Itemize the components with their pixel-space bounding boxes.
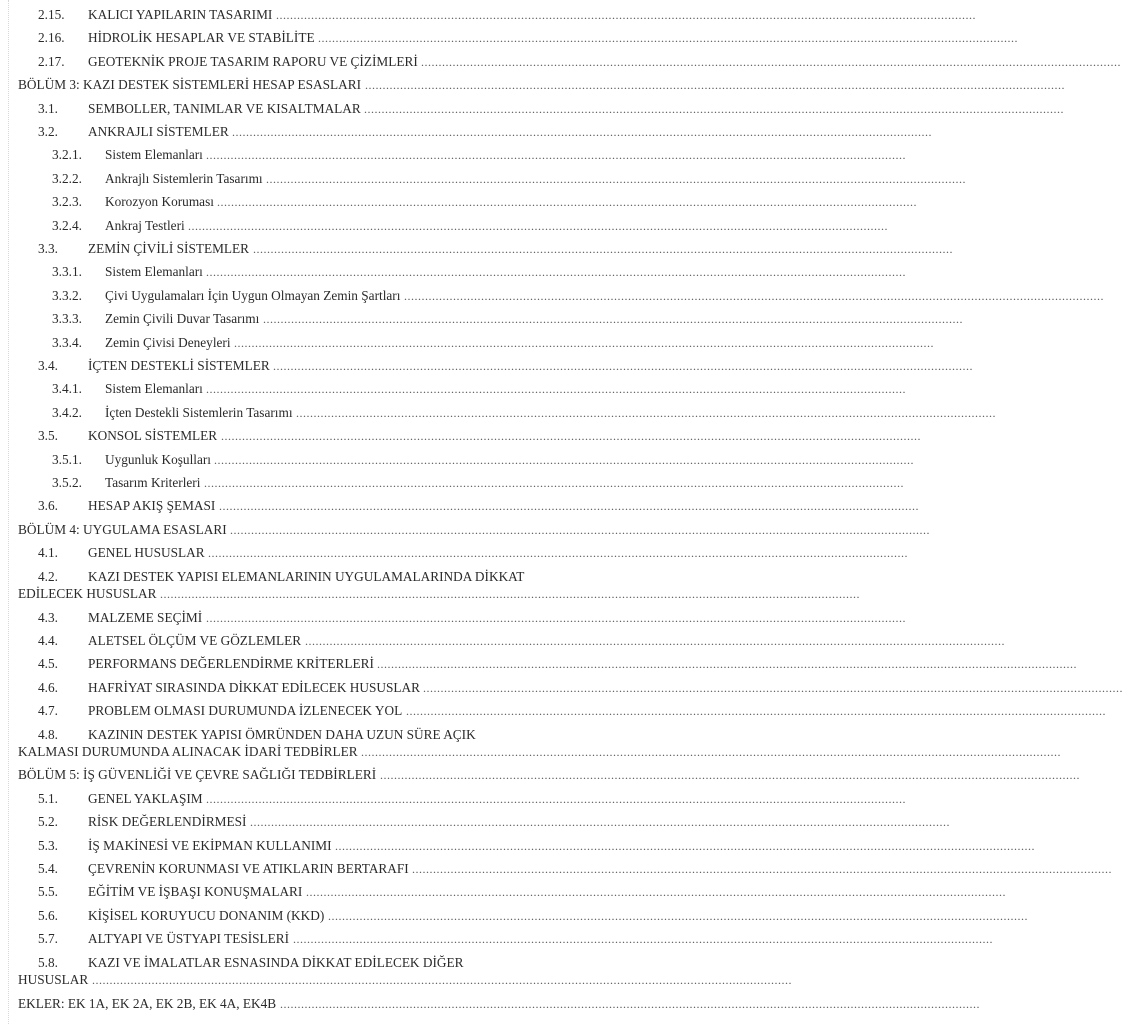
toc-entry-title: İçten Destekli Sistemlerin Tasarımı xyxy=(105,404,293,420)
toc-entry-number: 3.5.2. xyxy=(52,475,82,490)
toc-entry[interactable] xyxy=(0,145,906,165)
toc-entry-number: 3.5.1. xyxy=(52,451,82,467)
toc-entry-number: 5.7. xyxy=(38,931,58,947)
toc-chapter[interactable] xyxy=(0,994,980,1014)
dot-leader: ........................................................................................................................................................................................................ xyxy=(412,862,1112,876)
toc-entry-number: 4.7. xyxy=(38,703,58,719)
toc-chapter-title: BÖLÜM 3: KAZI DESTEK SİSTEMLERİ HESAP ESASLARI xyxy=(18,77,362,93)
toc-entry-number: 4.5. xyxy=(38,656,58,672)
toc-entry-number: 3.1. xyxy=(38,100,58,116)
toc-entry[interactable] xyxy=(0,882,1006,902)
toc-entry-number: 5.3. xyxy=(38,837,58,853)
toc-entry-number: 2.16. xyxy=(38,30,65,46)
dot-leader: ........................................................................................................................................................................................................ xyxy=(230,522,930,537)
toc-entry-title: İŞ MAKİNESİ VE EKİPMAN KULLANIMI xyxy=(88,837,332,853)
toc-chapter[interactable] xyxy=(0,520,930,540)
toc-entry-number: 4.6. xyxy=(38,679,58,695)
toc-entry-title: ÇEVRENİN KORUNMASI VE ATIKLARIN BERTARAFI xyxy=(88,861,409,876)
toc-entry-number: 3.3. xyxy=(38,241,58,256)
toc-entry[interactable] xyxy=(0,426,921,446)
toc-entry-title: Tasarım Kriterleri xyxy=(105,475,201,490)
toc-entry-number: 5.6. xyxy=(38,907,58,923)
toc-entry-continuation[interactable] xyxy=(0,742,1061,762)
toc-entry[interactable] xyxy=(0,333,934,353)
toc-entry-number: 2.15. xyxy=(38,7,65,22)
dot-leader: ........................................................................................................................................................................................................ xyxy=(293,932,993,947)
toc-entry-number: 5.1. xyxy=(38,790,58,806)
dot-leader: ........................................................................................................................................................................................................ xyxy=(217,195,917,210)
dot-leader: ........................................................................................................................................................................................................ xyxy=(273,359,973,373)
toc-entry-title: HİDROLİK HESAPLAR VE STABİLİTE xyxy=(88,30,315,46)
toc-entry-number: 3.3.3. xyxy=(52,311,82,327)
toc-entry[interactable] xyxy=(0,678,1123,698)
dot-leader: ........................................................................................................................................................................................................ xyxy=(318,31,1018,46)
toc-entry[interactable] xyxy=(0,286,1104,306)
toc-entry-number: 4.2. xyxy=(38,568,58,584)
toc-chapter-title: BÖLÜM 4: UYGULAMA ESASLARI xyxy=(18,521,227,537)
toc-entry[interactable] xyxy=(0,836,1035,856)
dot-leader: ........................................................................................................................................................................................................ xyxy=(404,288,1104,303)
toc-chapter-title: BÖLÜM 5: İŞ GÜVENLİĞİ VE ÇEVRE SAĞLIĞI TEDBİRLERİ xyxy=(18,767,377,783)
toc-entry-title: MALZEME SEÇİMİ xyxy=(88,609,203,625)
dot-leader: ........................................................................................................................................................................................................ xyxy=(377,657,1077,672)
dot-leader: ........................................................................................................................................................................................................ xyxy=(280,996,980,1011)
toc-entry-title: Zemin Çivisi Deneyleri xyxy=(105,334,231,350)
toc-entry-number: 4.4. xyxy=(38,632,58,648)
toc-entry-title: GENEL HUSUSLAR xyxy=(88,545,205,561)
toc-entry[interactable] xyxy=(0,473,904,493)
toc-entry-title-continued: EDİLECEK HUSUSLAR xyxy=(18,586,157,602)
toc-entry-title: HAFRİYAT SIRASINDA DİKKAT EDİLECEK HUSUSLAR xyxy=(88,679,420,695)
dot-leader: ........................................................................................................................................................................................................ xyxy=(221,429,921,444)
toc-entry[interactable] xyxy=(0,28,1018,48)
toc-entry-number: 5.8. xyxy=(38,954,58,970)
toc-entry-number: 3.2.3. xyxy=(52,194,82,210)
toc-entry-number: 3.6. xyxy=(38,498,58,514)
toc-entry-number: 3.5. xyxy=(38,428,58,444)
dot-leader: ........................................................................................................................................................................................................ xyxy=(206,791,906,806)
dot-leader: ........................................................................................................................................................................................................ xyxy=(250,815,950,830)
toc-entry-title: PROBLEM OLMASI DURUMUNDA İZLENECEK YOL xyxy=(88,703,403,719)
dot-leader: ........................................................................................................................................................................................................ xyxy=(406,704,1106,719)
toc-entry-title: KAZI VE İMALATLAR ESNASINDA DİKKAT EDİLECEK DİĞER xyxy=(88,954,464,970)
toc-entry-number: 3.2.2. xyxy=(52,170,82,186)
toc-entry-number: 5.4. xyxy=(38,861,58,876)
toc-entry[interactable] xyxy=(0,239,953,259)
toc-entry-number: 4.8. xyxy=(38,726,58,742)
dot-leader: ........................................................................................................................................................................................................ xyxy=(208,546,908,561)
toc-entry-title: ALTYAPI VE ÜSTYAPI TESİSLERİ xyxy=(88,931,290,947)
toc-entry-title: Sistem Elemanları xyxy=(105,264,203,280)
toc-entry-title-continued: KALMASI DURUMUNDA ALINACAK İDARİ TEDBİRLER xyxy=(18,744,358,759)
toc-entry-title: Uygunluk Koşulları xyxy=(105,451,211,467)
toc-entry[interactable] xyxy=(0,789,906,809)
dot-leader: ........................................................................................................................................................................................................ xyxy=(232,125,932,139)
dot-leader: ........................................................................................................................................................................................................ xyxy=(160,587,860,602)
toc-entry-number: 3.3.1. xyxy=(52,264,82,280)
toc-entry-title: Zemin Çivili Duvar Tasarımı xyxy=(105,311,260,327)
toc-chapter-title: EKLER: EK 1A, EK 2A, EK 2B, EK 4A, EK4B xyxy=(18,995,277,1011)
toc-entry-title: RİSK DEĞERLENDİRMESİ xyxy=(88,814,247,830)
toc-entry[interactable] xyxy=(0,450,914,470)
toc-entry[interactable] xyxy=(0,496,919,516)
toc-entry-title: KONSOL SİSTEMLER xyxy=(88,428,218,444)
toc-entry-continuation[interactable] xyxy=(0,970,792,990)
toc-entry[interactable] xyxy=(0,309,963,329)
toc-entry-title-continued: HUSUSLAR xyxy=(18,972,89,988)
toc-entry[interactable] xyxy=(0,608,906,628)
dot-leader: ........................................................................................................................................................................................................ xyxy=(206,148,906,163)
toc-entry[interactable] xyxy=(0,654,1077,674)
toc-entry-number: 3.2.1. xyxy=(52,147,82,163)
toc-entry-number: 3.2.4. xyxy=(52,217,82,233)
toc-entry[interactable] xyxy=(0,99,1064,119)
dot-leader: ........................................................................................................................................................................................................ xyxy=(263,312,963,327)
dot-leader: ........................................................................................................................................................................................................ xyxy=(206,265,906,280)
toc-entry-number: 5.2. xyxy=(38,814,58,830)
toc-entry-title: İÇTEN DESTEKLİ SİSTEMLER xyxy=(88,358,270,373)
toc-entry-title: Korozyon Koruması xyxy=(105,194,214,210)
toc-entry-title: ALETSEL ÖLÇÜM VE GÖZLEMLER xyxy=(88,632,302,648)
toc-entry-number: 3.3.4. xyxy=(52,334,82,350)
toc-entry-title: ANKRAJLI SİSTEMLER xyxy=(88,124,229,139)
toc-entry-number: 3.3.2. xyxy=(52,287,82,303)
toc-entry-title: KİŞİSEL KORUYUCU DONANIM (KKD) xyxy=(88,907,325,923)
dot-leader: ........................................................................................................................................................................................................ xyxy=(306,885,1006,900)
dot-leader: ........................................................................................................................................................................................................ xyxy=(92,973,792,988)
toc-entry-title: Ankraj Testleri xyxy=(105,217,185,233)
dot-leader: ........................................................................................................................................................................................................ xyxy=(204,476,904,490)
toc-entry-title: Sistem Elemanları xyxy=(105,147,203,163)
toc-entry[interactable] xyxy=(0,356,973,376)
toc-entry[interactable] xyxy=(0,192,917,212)
dot-leader: ........................................................................................................................................................................................................ xyxy=(214,452,914,467)
toc-entry-number: 3.4. xyxy=(38,358,58,373)
toc-entry-title: GENEL YAKLAŞIM xyxy=(88,790,203,806)
toc-entry[interactable] xyxy=(0,5,976,25)
dot-leader: ........................................................................................................................................................................................................ xyxy=(206,610,906,625)
dot-leader: ........................................................................................................................................................................................................ xyxy=(296,405,996,420)
toc-entry[interactable] xyxy=(0,859,1112,879)
toc-entry-title: HESAP AKIŞ ŞEMASI xyxy=(88,498,216,514)
toc-entry-title: KAZI DESTEK YAPISI ELEMANLARININ UYGULAMALARINDA DİKKAT xyxy=(88,568,525,584)
toc-entry[interactable] xyxy=(0,929,993,949)
dot-leader: ........................................................................................................................................................................................................ xyxy=(276,8,976,22)
toc-entry[interactable] xyxy=(0,631,1005,651)
dot-leader: ........................................................................................................................................................................................................ xyxy=(361,745,1061,759)
toc-entry[interactable] xyxy=(0,169,966,189)
toc-entry-title: ZEMİN ÇİVİLİ SİSTEMLER xyxy=(88,241,250,256)
dot-leader: ........................................................................................................................................................................................................ xyxy=(219,499,919,514)
toc-entry-title: Ankrajlı Sistemlerin Tasarımı xyxy=(105,170,263,186)
dot-leader: ........................................................................................................................................................................................................ xyxy=(364,101,1064,116)
toc-entry[interactable] xyxy=(0,122,932,142)
toc-entry[interactable] xyxy=(0,906,1028,926)
toc-chapter[interactable] xyxy=(0,765,1080,785)
toc-entry-title: KALICI YAPILARIN TASARIMI xyxy=(88,7,273,22)
dot-leader: ........................................................................................................................................................................................................ xyxy=(421,54,1121,69)
toc-entry-number: 3.2. xyxy=(38,124,58,139)
dot-leader: ........................................................................................................................................................................................................ xyxy=(266,171,966,186)
toc-entry-title: PERFORMANS DEĞERLENDİRME KRİTERLERİ xyxy=(88,656,374,672)
dot-leader: ........................................................................................................................................................................................................ xyxy=(188,218,888,233)
dot-leader: ........................................................................................................................................................................................................ xyxy=(380,768,1080,783)
dot-leader: ........................................................................................................................................................................................................ xyxy=(305,633,1005,648)
dot-leader: ........................................................................................................................................................................................................ xyxy=(253,242,953,256)
dot-leader: ........................................................................................................................................................................................................ xyxy=(365,78,1065,93)
toc-entry[interactable] xyxy=(0,379,906,399)
toc-entry-title: SEMBOLLER, TANIMLAR VE KISALTMALAR xyxy=(88,100,361,116)
toc-entry-number: 4.3. xyxy=(38,609,58,625)
toc-entry[interactable] xyxy=(0,262,906,282)
toc-entry-number: 3.4.1. xyxy=(52,381,82,397)
toc-entry[interactable] xyxy=(0,812,950,832)
toc-entry[interactable] xyxy=(0,216,888,236)
toc-entry-number: 5.5. xyxy=(38,884,58,900)
toc-entry-title: EĞİTİM VE İŞBAŞI KONUŞMALARI xyxy=(88,884,303,900)
toc-entry-number: 2.17. xyxy=(38,53,65,69)
toc-entry-title: Çivi Uygulamaları İçin Uygun Olmayan Zemin Şartları xyxy=(105,287,401,303)
toc-entry-title: Sistem Elemanları xyxy=(105,381,203,397)
toc-entry[interactable] xyxy=(0,52,1121,72)
toc-entry-title: KAZININ DESTEK YAPISI ÖMRÜNDEN DAHA UZUN SÜRE AÇIK xyxy=(88,726,476,742)
toc-chapter[interactable] xyxy=(0,75,1065,95)
dot-leader: ........................................................................................................................................................................................................ xyxy=(206,382,906,397)
toc-entry-continuation[interactable] xyxy=(0,584,860,604)
dot-leader: ........................................................................................................................................................................................................ xyxy=(328,908,1028,923)
dot-leader: ........................................................................................................................................................................................................ xyxy=(234,335,934,350)
toc-entry-number: 3.4.2. xyxy=(52,404,82,420)
dot-leader: ........................................................................................................................................................................................................ xyxy=(335,838,1035,853)
toc-entry[interactable] xyxy=(0,543,908,563)
dot-leader: ........................................................................................................................................................................................................ xyxy=(423,680,1123,695)
toc-entry[interactable] xyxy=(0,403,996,423)
toc-entry-number: 4.1. xyxy=(38,545,58,561)
toc-entry-title: GEOTEKNİK PROJE TASARIM RAPORU VE ÇİZİMLERİ xyxy=(88,53,418,69)
toc-entry[interactable] xyxy=(0,701,1106,721)
